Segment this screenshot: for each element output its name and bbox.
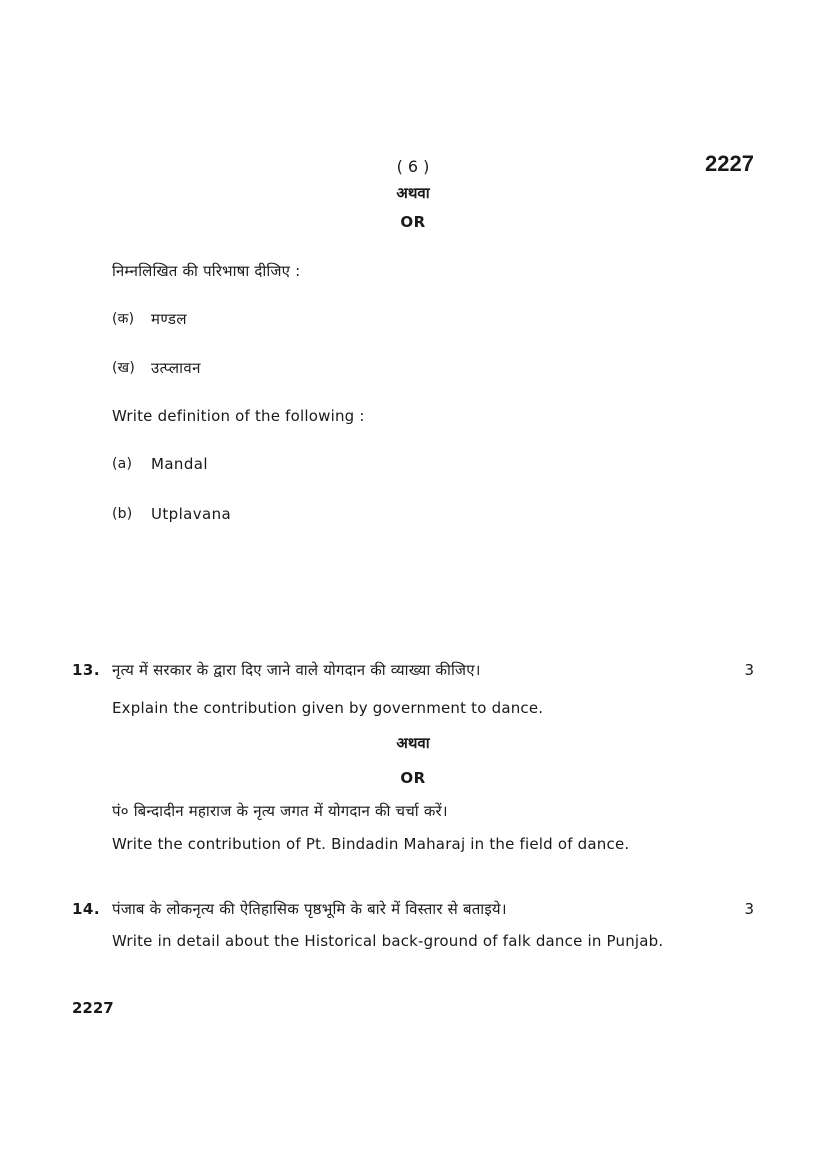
hindi-or-separator: अथवा	[396, 184, 430, 202]
hindi-option-text: मण्डल	[151, 310, 187, 328]
hindi-option-label: (ख)	[112, 360, 135, 376]
english-option-label: (b)	[112, 506, 133, 522]
hindi-option-text: उत्प्लावन	[151, 359, 201, 377]
page-number: ( 6 )	[396, 157, 430, 176]
alt-question-text-english: Write the contribution of Pt. Bindadin Maharaj in the field of dance.	[112, 835, 630, 853]
question-text-english: Write in detail about the Historical back-ground of falk dance in Punjab.	[112, 932, 664, 950]
alt-question-text-hindi: पं० बिन्दादीन महाराज के नृत्य जगत में योगदान की चर्चा करें।	[112, 802, 448, 820]
english-option-text: Mandal	[151, 455, 208, 473]
question-text-english: Explain the contribution given by government to dance.	[112, 699, 544, 717]
paper-code-footer: 2227	[72, 999, 114, 1017]
hindi-question-prompt: निम्नलिखित की परिभाषा दीजिए :	[112, 262, 301, 280]
paper-code-header: 2227	[705, 151, 754, 176]
english-option-label: (a)	[112, 456, 133, 472]
hindi-option-label: (क)	[112, 311, 135, 327]
question-text-hindi: पंजाब के लोकनृत्य की ऐतिहासिक पृष्ठभूमि के बारे में विस्तार से बताइये।	[112, 900, 507, 918]
question-text-hindi: नृत्य में सरकार के द्वारा दिए जाने वाले योगदान की व्याख्या कीजिए।	[112, 661, 481, 679]
or-separator: OR	[400, 213, 426, 231]
question-number: 14.	[72, 900, 101, 918]
or-separator: OR	[400, 769, 426, 787]
question-marks: 3	[744, 900, 754, 918]
english-option-text: Utplavana	[151, 505, 232, 523]
english-question-prompt: Write definition of the following :	[112, 407, 365, 425]
question-number: 13.	[72, 661, 101, 679]
hindi-or-separator: अथवा	[396, 734, 430, 752]
question-marks: 3	[744, 661, 754, 679]
